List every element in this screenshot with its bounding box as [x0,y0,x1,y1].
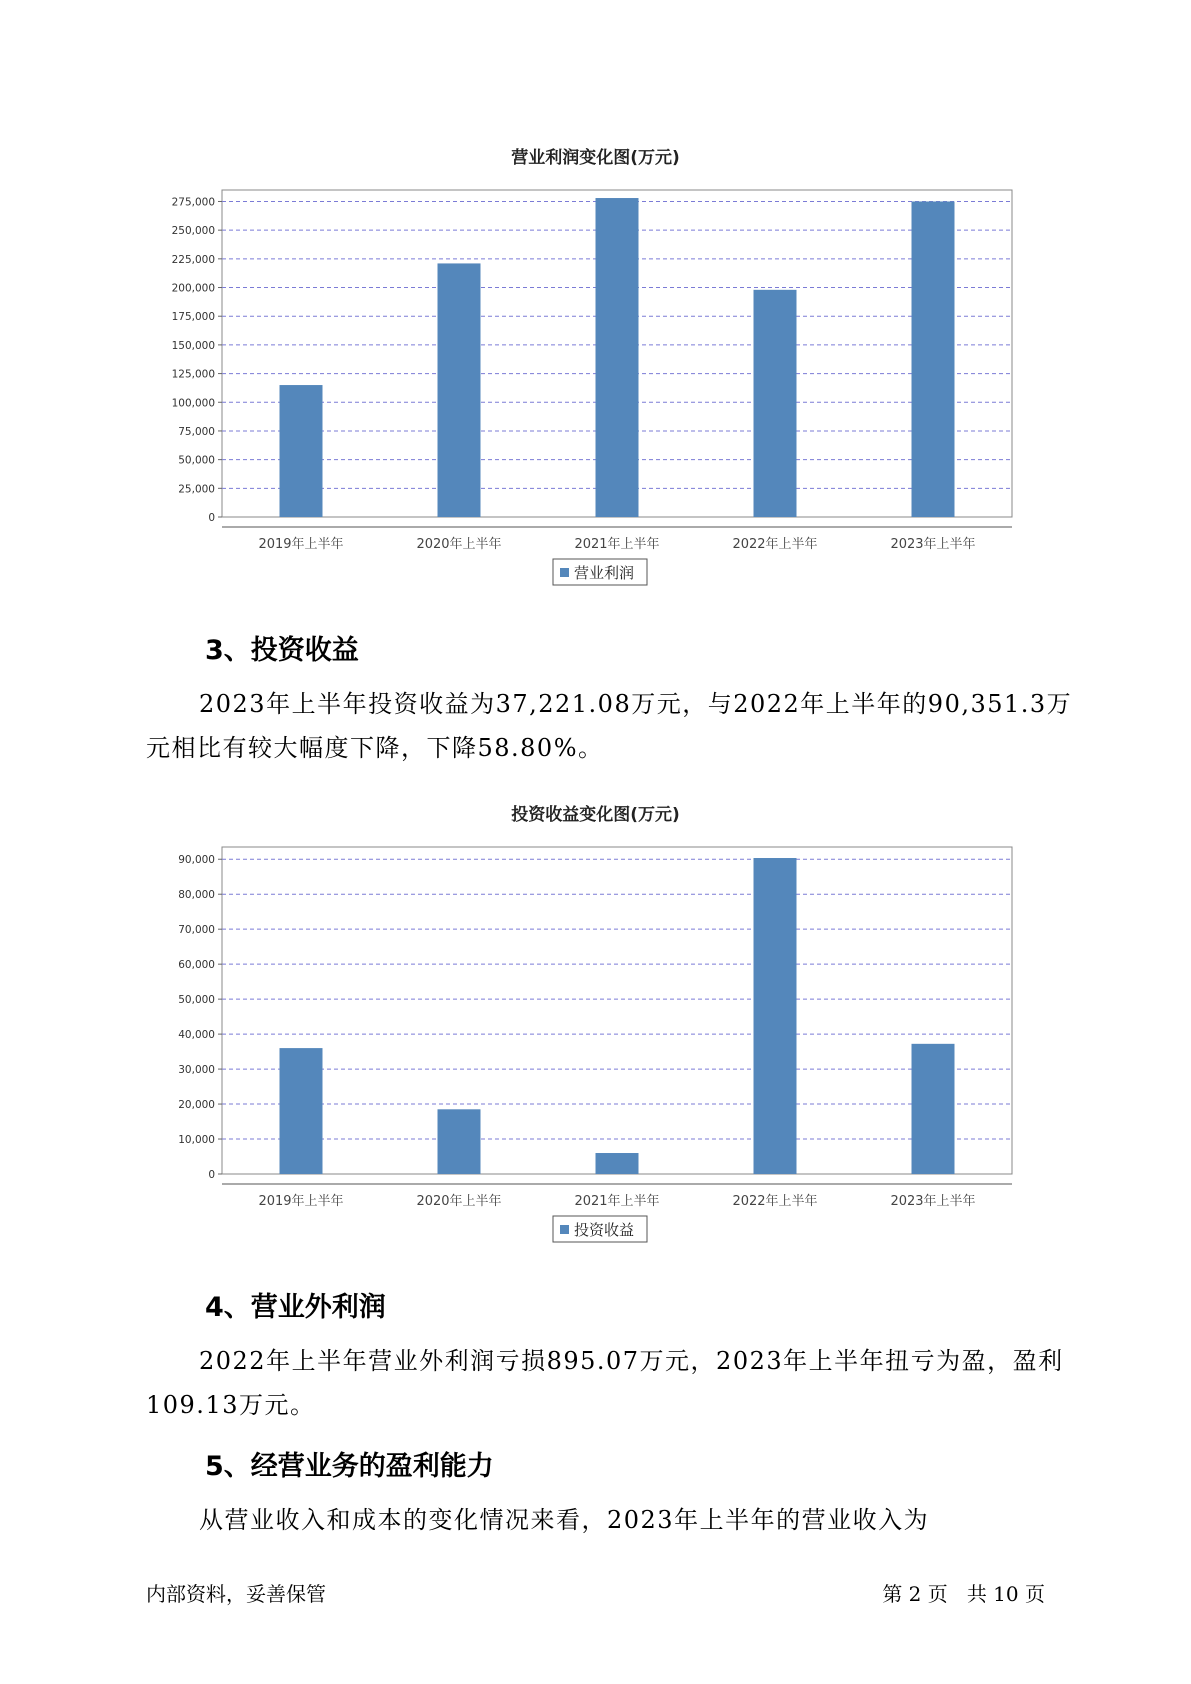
chart2-y-tick-label: 0 [208,1169,215,1181]
chart1-y-tick-label: 125,000 [171,368,215,381]
chart2-bar [912,1044,955,1174]
chart1-x-tick-label: 2023年上半年 [890,537,976,552]
chart2-bar [438,1109,481,1174]
chart2-y-tick-label: 50,000 [178,994,215,1007]
section3-heading: 3、投资收益 [205,635,359,666]
operating-profit-chart [0,180,1191,600]
chart1-y-tick-label: 250,000 [171,225,215,238]
footer-left: 内部资料，妥善保管 [146,1582,326,1606]
chart1-bar [596,198,639,517]
chart2-y-tick-label: 20,000 [178,1099,215,1112]
chart2-x-tick-label: 2020年上半年 [416,1194,502,1209]
chart2-y-tick-label: 80,000 [178,889,215,902]
chart2-y-tick-label: 30,000 [178,1064,215,1077]
section3-paragraph: 2023年上半年投资收益为37,221.08万元，与2022年上半年的90,351.3万元相比有较大幅度下降，下降58.80%。 [146,690,1073,762]
chart1-y-tick-label: 150,000 [171,339,215,352]
chart1-bar [754,290,797,517]
chart2-x-tick-label: 2022年上半年 [732,1194,818,1209]
chart1-y-tick-label: 75,000 [178,425,215,438]
investment-income-chart [0,837,1191,1257]
chart1-y-tick-label: 175,000 [171,311,215,324]
chart1-legend-label: 营业利润 [574,564,635,582]
chart2-bar [754,858,797,1174]
section4-heading: 4、营业外利润 [205,1292,386,1323]
chart1-y-tick-label: 25,000 [178,483,215,496]
chart2-bar [596,1153,639,1174]
chart1-bar [912,201,955,517]
section4-paragraph: 2022年上半年营业外利润亏损895.07万元，2023年上半年扭亏为盈，盈利109.13万元。 [146,1347,1064,1419]
chart1-x-tick-label: 2019年上半年 [258,537,344,552]
chart1-bar [438,263,481,517]
chart2-legend-label: 投资收益 [574,1221,635,1239]
chart2-y-tick-label: 60,000 [178,959,215,972]
chart2-bar [280,1048,323,1174]
chart2-legend-swatch [560,1225,569,1234]
chart2-plot-area [222,847,1012,1174]
chart2-y-tick-label: 70,000 [178,924,215,937]
chart2-title: 投资收益变化图(万元) [511,805,680,825]
section5-heading: 5、经营业务的盈利能力 [205,1451,494,1482]
chart2-x-tick-label: 2021年上半年 [574,1194,660,1209]
chart2-x-tick-label: 2023年上半年 [890,1194,976,1209]
chart2-x-tick-label: 2019年上半年 [258,1194,344,1209]
chart1-x-tick-label: 2021年上半年 [574,537,660,552]
footer-page-number: 第 2 页 共 10 页 [882,1582,1045,1606]
chart1-y-tick-label: 200,000 [171,282,215,295]
chart1-y-tick-label: 275,000 [171,196,215,209]
chart1-y-tick-label: 100,000 [171,397,215,410]
chart1-title: 营业利润变化图(万元) [511,148,680,168]
chart1-y-tick-label: 0 [208,512,215,524]
chart2-y-tick-label: 90,000 [178,854,215,867]
chart1-y-tick-label: 225,000 [171,253,215,266]
chart1-x-tick-label: 2020年上半年 [416,537,502,552]
section5-paragraph: 从营业收入和成本的变化情况来看，2023年上半年的营业收入为 [199,1506,930,1534]
chart1-legend-swatch [560,568,569,577]
chart1-y-tick-label: 50,000 [178,454,215,467]
chart2-y-tick-label: 40,000 [178,1029,215,1042]
chart1-x-tick-label: 2022年上半年 [732,537,818,552]
chart1-bar [280,385,323,517]
chart2-y-tick-label: 10,000 [178,1134,215,1147]
